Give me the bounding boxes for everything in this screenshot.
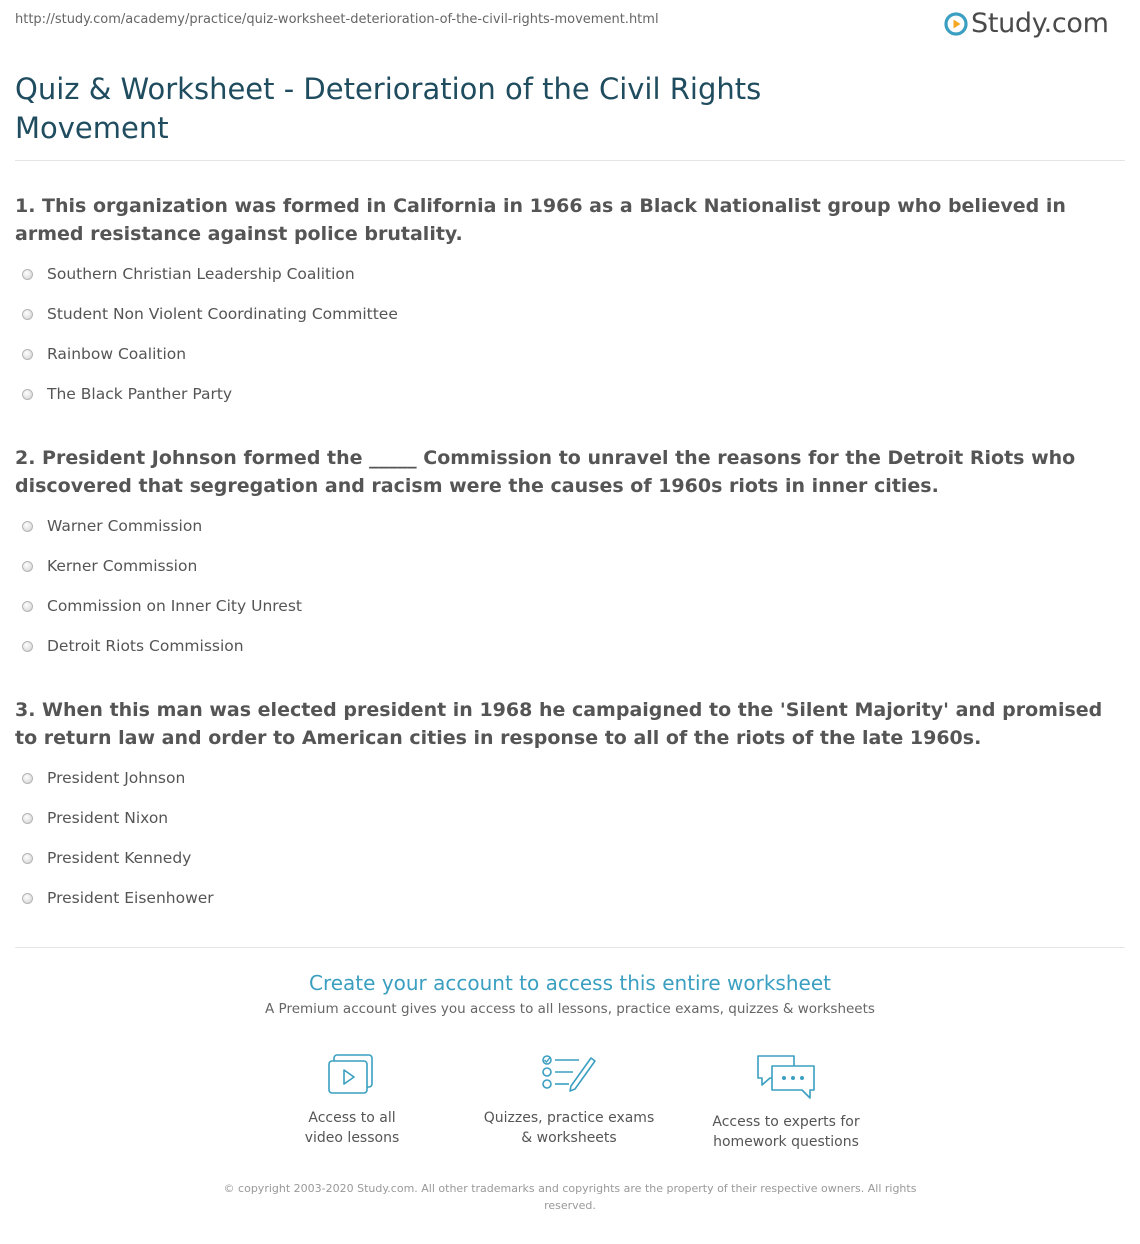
play-circle-icon	[944, 12, 968, 36]
cta-subtitle: A Premium account gives you access to all lessons, practice exams, quizzes & worksheets	[265, 1001, 875, 1017]
option-label: Commission on Inner City Unrest	[47, 597, 302, 615]
question-1-option-2[interactable]	[22, 305, 398, 323]
option-label: President Kennedy	[47, 849, 192, 867]
radio-button[interactable]	[22, 813, 33, 824]
video-lessons-icon	[326, 1052, 378, 1098]
page-url: http://study.com/academy/practice/quiz-worksheet-deterioration-of-the-civil-rights-movement.html	[15, 12, 659, 27]
chat-experts-icon	[754, 1052, 818, 1102]
option-label: President Nixon	[47, 809, 169, 827]
cta-divider	[15, 947, 1125, 948]
feature-label	[686, 1112, 886, 1152]
option-label: Southern Christian Leadership Coalition	[47, 265, 355, 283]
question-2: 2. President Johnson formed the _____ Commission to unravel the reasons for the Detroit Riots who discovered that segregation and racism were the causes of 1960s riots in inner cities.	[15, 447, 1076, 497]
feature-label-line-1: Access to all	[308, 1110, 396, 1126]
question-3-option-2[interactable]	[22, 809, 168, 827]
option-label: The Black Panther Party	[47, 385, 233, 403]
question-2-option-3[interactable]	[22, 597, 302, 615]
question-2-option-2[interactable]	[22, 557, 197, 575]
question-2-option-4[interactable]	[22, 637, 244, 655]
option-label: President Johnson	[47, 769, 186, 787]
radio-button[interactable]	[22, 521, 33, 532]
radio-button[interactable]	[22, 601, 33, 612]
quiz-checklist-icon	[539, 1052, 599, 1098]
feature-label-line-2: & worksheets	[521, 1130, 617, 1146]
title-divider	[15, 160, 1125, 161]
option-label: Kerner Commission	[47, 557, 198, 575]
feature-label-line-1: Quizzes, practice exams	[483, 1110, 655, 1126]
radio-button[interactable]	[22, 269, 33, 280]
question-1-option-1[interactable]	[22, 265, 355, 283]
option-label: Student Non Violent Coordinating Committee	[47, 305, 398, 323]
option-label: President Eisenhower	[47, 889, 214, 907]
feature-label-line-1: Access to experts for	[712, 1114, 860, 1130]
question-1-option-4[interactable]	[22, 385, 232, 403]
option-label: Warner Commission	[47, 517, 203, 535]
question-3-option-4[interactable]	[22, 889, 214, 907]
radio-button[interactable]	[22, 893, 33, 904]
radio-button[interactable]	[22, 389, 33, 400]
logo-text: Study.com	[971, 8, 1109, 39]
feature-label-line-2: homework questions	[713, 1134, 859, 1150]
question-3: 3. When this man was elected president in 1968 he campaigned to the 'Silent Majority' and promised to return law and order to American cities in response to all of the riots of the late 1960s.	[15, 699, 1103, 749]
question-2-option-1[interactable]	[22, 517, 202, 535]
option-label: Detroit Riots Commission	[47, 637, 244, 655]
study-logo[interactable]	[944, 8, 1109, 39]
copyright-footer: © copyright 2003-2020 Study.com. All other trademarks and copyrights are the property of their respective owners. All rights reserved.	[223, 1182, 917, 1212]
radio-button[interactable]	[22, 309, 33, 320]
radio-button[interactable]	[22, 773, 33, 784]
feature-label-line-2: video lessons	[304, 1130, 400, 1146]
radio-button[interactable]	[22, 641, 33, 652]
question-3-option-3[interactable]	[22, 849, 191, 867]
feature-experts	[686, 1052, 886, 1152]
question-3-option-1[interactable]	[22, 769, 185, 787]
option-label: Rainbow Coalition	[47, 345, 187, 363]
page-title: Quiz & Worksheet - Deterioration of the Civil Rights Movement	[15, 72, 762, 145]
feature-quizzes	[469, 1052, 669, 1148]
feature-video-lessons	[252, 1052, 452, 1148]
question-1: 1. This organization was formed in California in 1966 as a Black Nationalist group who believed in armed resistance against police brutality.	[15, 195, 1066, 245]
radio-button[interactable]	[22, 853, 33, 864]
create-account-link[interactable]: Create your account to access this entire worksheet	[309, 971, 831, 995]
feature-label	[252, 1108, 452, 1148]
radio-button[interactable]	[22, 561, 33, 572]
radio-button[interactable]	[22, 349, 33, 360]
feature-label	[469, 1108, 669, 1148]
question-1-option-3[interactable]	[22, 345, 186, 363]
